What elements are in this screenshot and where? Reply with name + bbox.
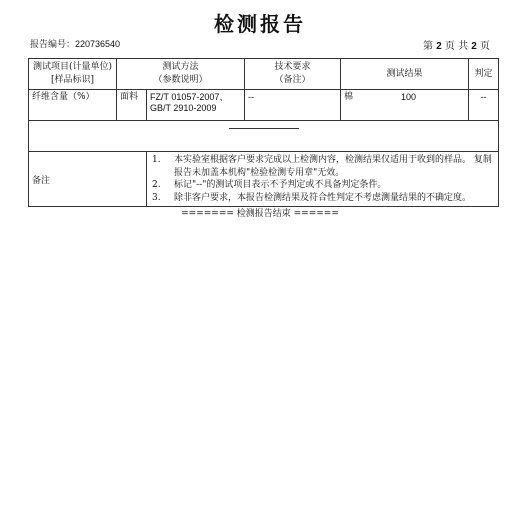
note-item bbox=[150, 154, 495, 179]
notes-list bbox=[150, 154, 495, 204]
blank-cell bbox=[29, 121, 499, 152]
note-number: 1. bbox=[152, 155, 161, 165]
header-requirement-line2: （备注） bbox=[274, 75, 311, 85]
page-post: 页 bbox=[480, 41, 490, 52]
header-method-line1: 测试方法 bbox=[162, 62, 199, 72]
page-indicator bbox=[423, 37, 490, 52]
page-mid2: 共 bbox=[458, 41, 469, 52]
report-number-label: 报告编号： bbox=[30, 40, 76, 50]
report-end-marker: ======= 检测报告结束 ====== bbox=[181, 209, 339, 219]
separator-line bbox=[229, 128, 299, 129]
cell-method: FZ/T 01057-2007、GB/T 2910-2009 bbox=[147, 90, 245, 121]
note-item bbox=[150, 192, 495, 205]
cell-test-item: 纤维含量（%） bbox=[29, 90, 117, 121]
cell-requirement: -- bbox=[245, 90, 341, 121]
note-number: 3. bbox=[152, 192, 161, 203]
header-test-method bbox=[117, 59, 245, 90]
report-number bbox=[30, 37, 120, 50]
note-text: 标记"--"的测试项目表示不予判定或不具备判定条件。 bbox=[174, 180, 387, 190]
note-text: 本实验室根据客户要求完成以上检测内容，检测结果仅适用于收到的样品。 复制报告未加盖本机构"检验检测专用章"无效。 bbox=[174, 155, 492, 178]
note-number: 2. bbox=[152, 180, 161, 190]
header-judgement: 判定 bbox=[469, 59, 499, 90]
report-title: 检测报告 bbox=[214, 12, 306, 36]
cell-result-fiber: 棉 bbox=[344, 92, 354, 102]
notes-content bbox=[147, 152, 499, 207]
report-number-value: 220736540 bbox=[75, 39, 121, 49]
cell-part: 面料 bbox=[117, 90, 147, 121]
page-mid1: 页 bbox=[444, 41, 455, 52]
page-pre: 第 bbox=[422, 41, 433, 52]
table-row bbox=[29, 90, 499, 121]
header-test-item bbox=[29, 59, 117, 90]
cell-judgement: -- bbox=[469, 90, 499, 121]
note-text: 除非客户要求，本报告检测结果及符合性判定不考虑测量结果的不确定度。 bbox=[174, 192, 472, 203]
header-result: 测试结果 bbox=[341, 59, 469, 90]
notes-row bbox=[29, 152, 499, 207]
blank-row bbox=[29, 121, 499, 152]
page-current: 2 bbox=[436, 41, 442, 52]
header-requirement-line1: 技术要求 bbox=[274, 62, 311, 72]
header-test-item-line1: 测试项目(计量单位) bbox=[32, 62, 113, 72]
table-header-row bbox=[29, 59, 499, 90]
cell-result bbox=[341, 90, 469, 121]
page-total: 2 bbox=[471, 41, 477, 52]
cell-result-value: 100 bbox=[401, 92, 417, 102]
notes-label: 备注 bbox=[29, 152, 147, 207]
header-test-item-line2: [样品标识] bbox=[50, 75, 95, 85]
header-requirement bbox=[245, 59, 341, 90]
header-method-line2: （参数说明） bbox=[153, 75, 208, 85]
test-results-table bbox=[28, 58, 499, 207]
note-item bbox=[150, 179, 495, 192]
